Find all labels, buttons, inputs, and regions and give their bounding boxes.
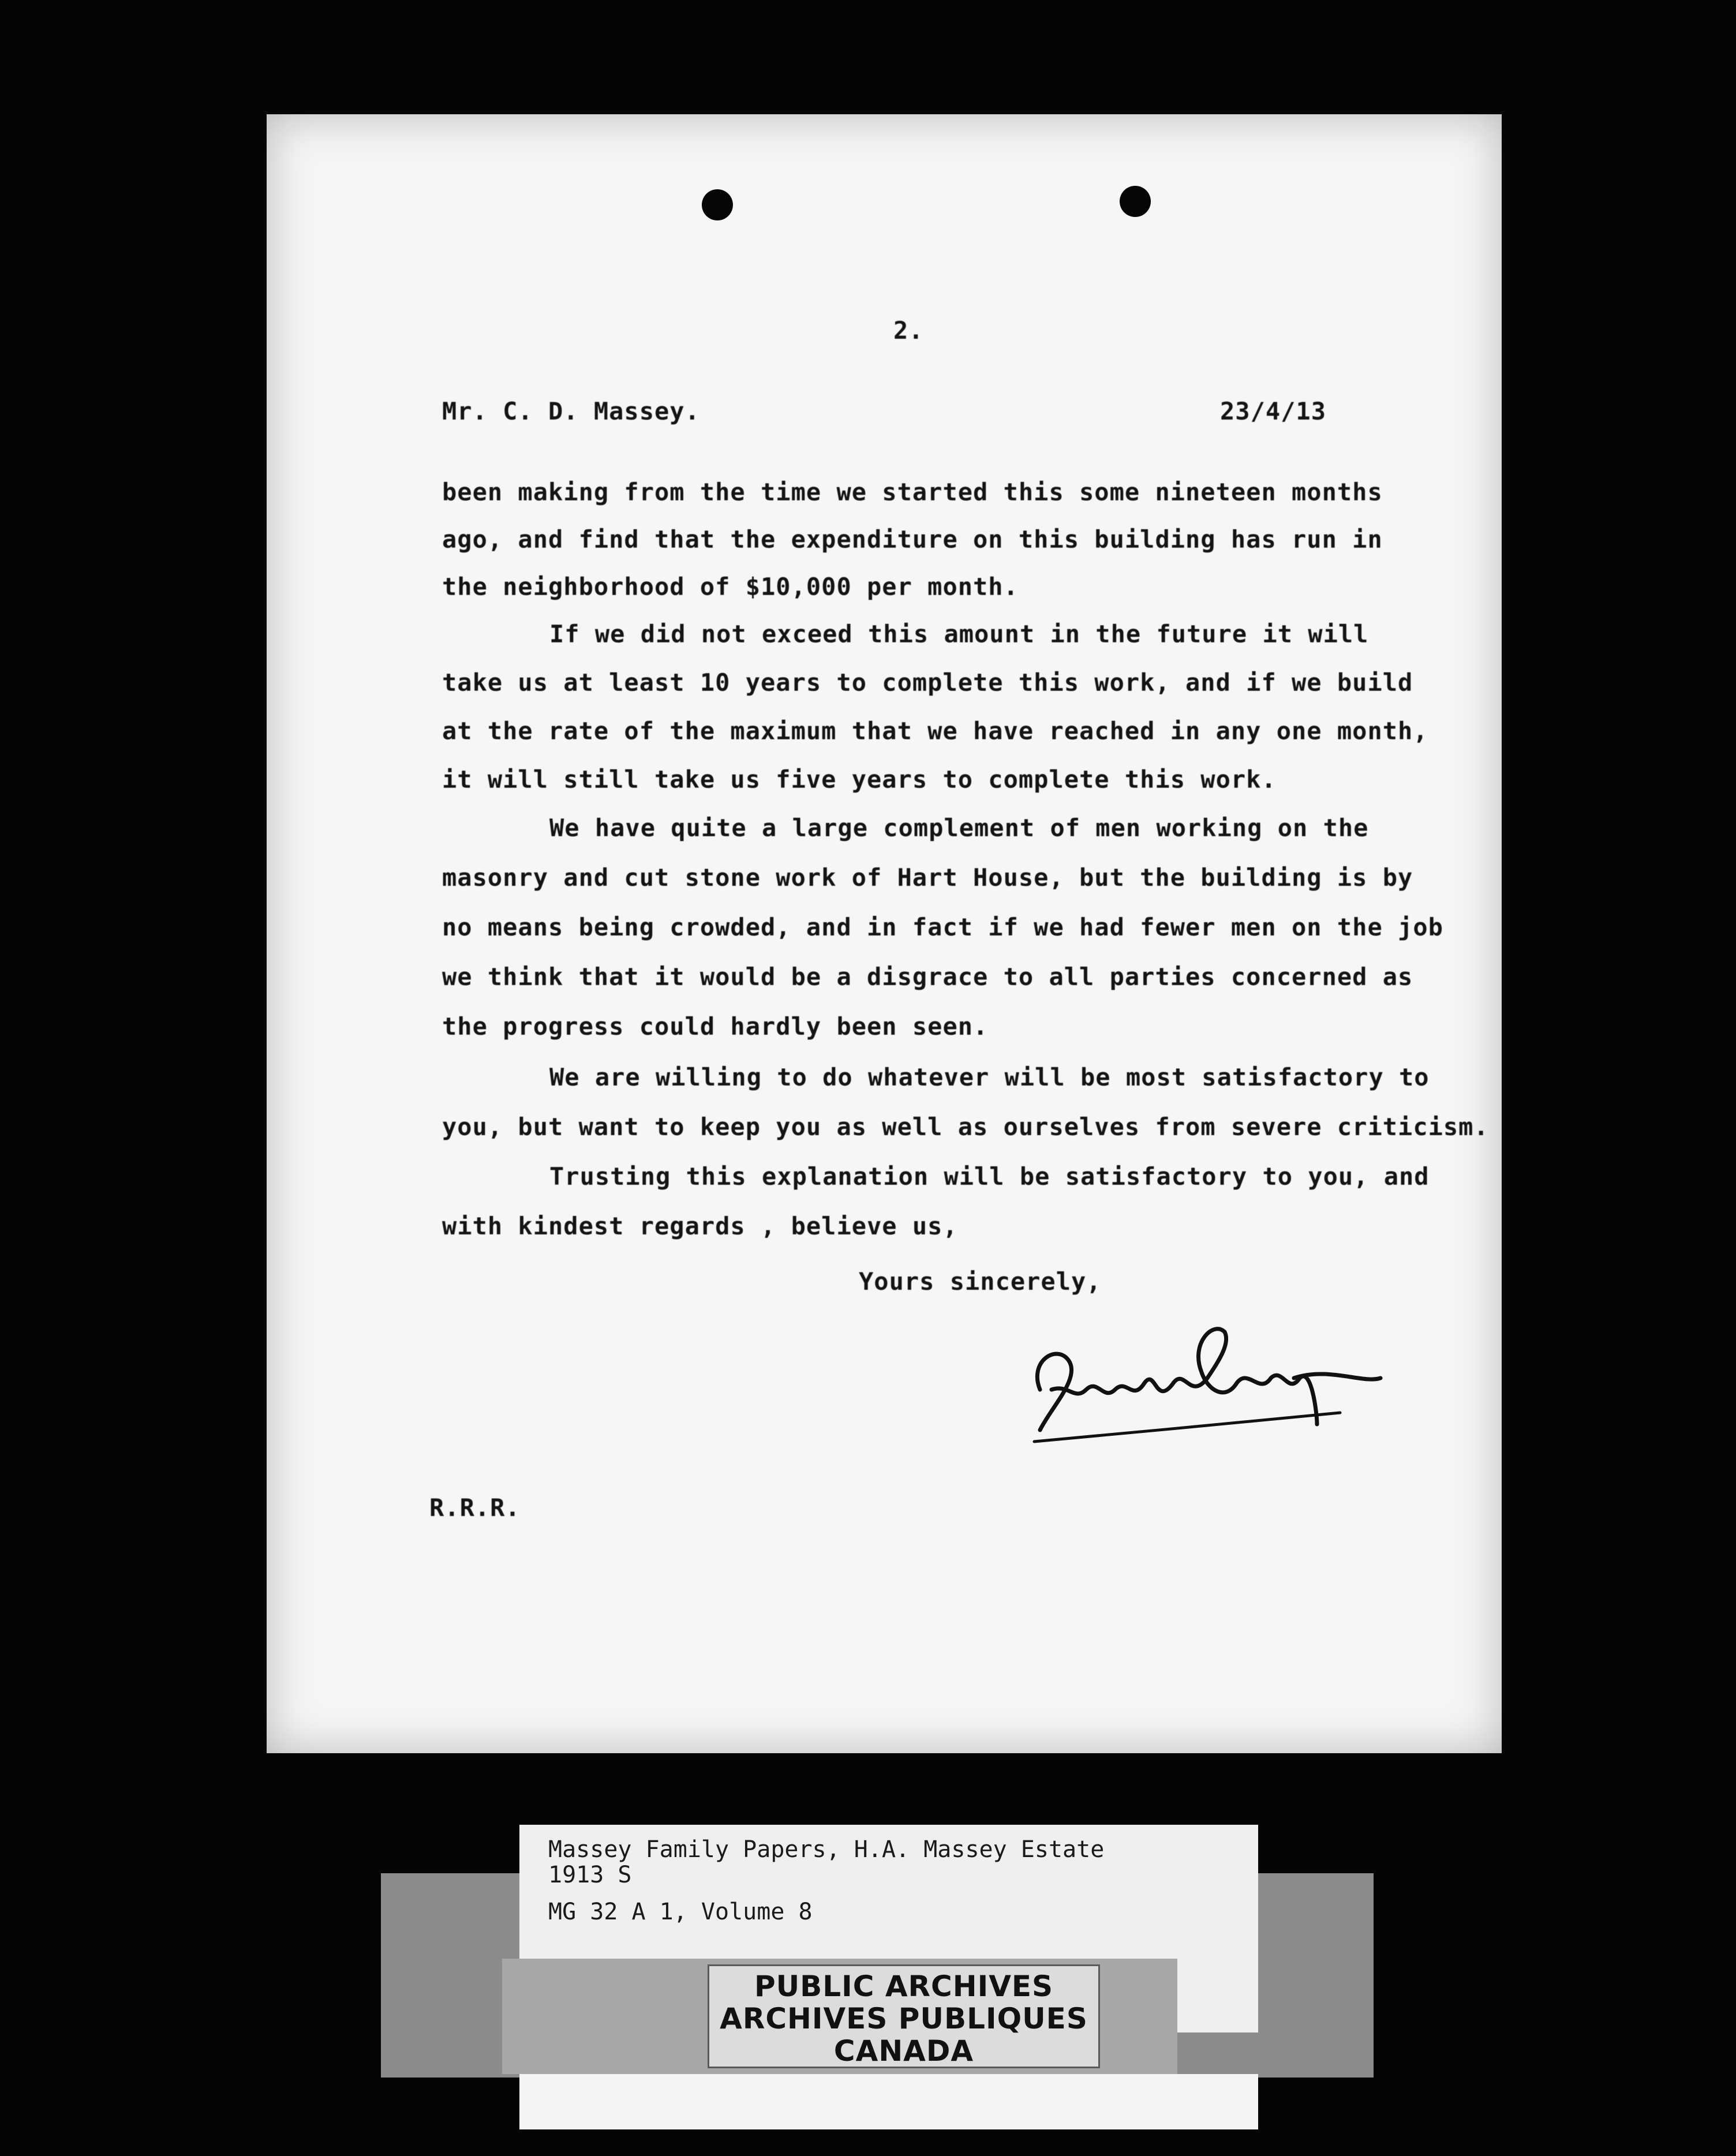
stamp-line-1: PUBLIC ARCHIVES	[754, 1970, 1054, 2003]
handwritten-signature	[1017, 1320, 1392, 1453]
archives-stamp	[708, 1964, 1100, 2068]
body-line: masonry and cut stone work of Hart House, but the building is by	[442, 863, 1413, 892]
body-line: the progress could hardly been seen.	[442, 1012, 989, 1040]
body-line: at the rate of the maximum that we have reached in any one month,	[442, 717, 1428, 745]
body-line: we think that it would be a disgrace to all parties concerned as	[442, 963, 1413, 991]
body-line: you, but want to keep you as well as ourselves from severe criticism.	[442, 1113, 1489, 1141]
body-line: the neighborhood of $10,000 per month.	[442, 572, 1019, 601]
body-line: it will still take us five years to complete this work.	[442, 765, 1277, 793]
body-line: no means being crowded, and in fact if we had fewer men on the job	[442, 913, 1443, 941]
card-bottom	[519, 2074, 1258, 2129]
stamp-line-3: CANADA	[833, 2034, 974, 2068]
label-line-2: 1913 S	[548, 1862, 632, 1888]
closing: Yours sincerely,	[859, 1267, 1102, 1296]
body-line: If we did not exceed this amount in the future it will	[549, 620, 1369, 648]
punch-hole-right	[1120, 186, 1151, 217]
body-line: We have quite a large complement of men working on the	[549, 814, 1369, 842]
letter-date: 23/4/13	[1220, 397, 1327, 425]
page-number: 2.	[893, 316, 924, 345]
body-line: take us at least 10 years to complete this work, and if we build	[442, 668, 1413, 697]
typist-initials: R.R.R.	[429, 1494, 521, 1522]
addressee: Mr. C. D. Massey.	[442, 397, 700, 425]
body-line: ago, and find that the expenditure on this building has run in	[442, 525, 1383, 553]
letter-page	[267, 114, 1502, 1753]
body-line: Trusting this explanation will be satisfactory to you, and	[549, 1162, 1430, 1191]
body-line: with kindest regards , believe us,	[442, 1212, 958, 1240]
stamp-line-2: ARCHIVES PUBLIQUES	[720, 2002, 1088, 2035]
body-line: been making from the time we started this some nineteen months	[442, 478, 1383, 506]
label-line-1: Massey Family Papers, H.A. Massey Estate	[548, 1836, 1105, 1863]
body-line: We are willing to do whatever will be most satisfactory to	[549, 1063, 1430, 1091]
label-line-3: MG 32 A 1, Volume 8	[548, 1899, 813, 1925]
punch-hole-left	[702, 189, 733, 220]
